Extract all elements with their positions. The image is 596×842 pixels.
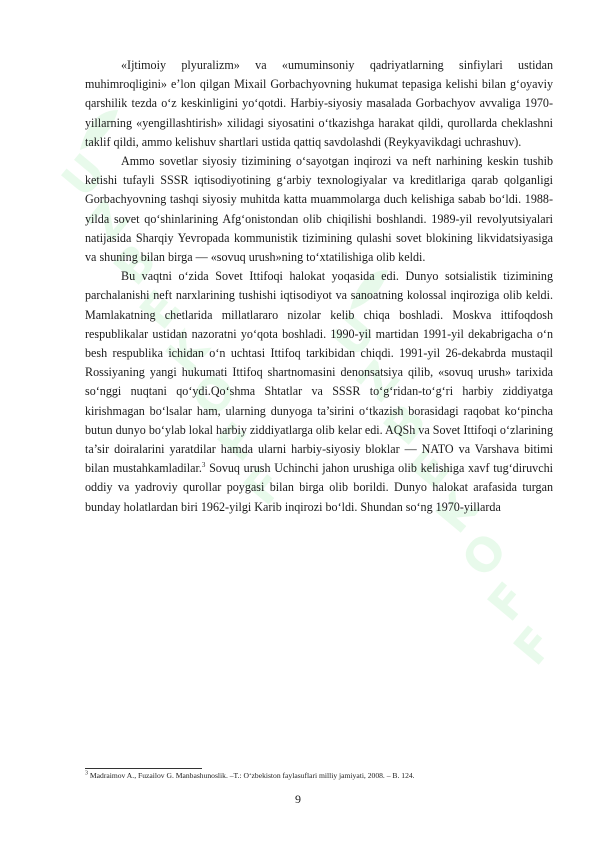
- paragraph-2: Ammo sovetlar siyosiy tizimining o‘sayotgan inqirozi va neft narhining keskin tushib ketishi tufayli SSSR iqtisodiyotining g‘arbiy texnologiyalar va kreditlariga qarab qolganligi Gorbachyovning tashqi siyosiy muhitda katta muammolarga duch kelishiga sabab bo‘ldi. 1988-yilda sovet qo‘shinlarining Afg‘onistondan olib chiqilishi boshlandi. 1989-yil revolyutsiyalari natijasida Sharqiy Yevropada kommunistik tizimining qulashi sovet blokining likvidatsiyasiga va shuning bilan birga — «sovuq urush»ning to‘xtatilishiga olib keldi.: [85, 154, 553, 265]
- paragraph-3: [85, 267, 553, 517]
- watermark-letter: F: [207, 412, 269, 472]
- paragraph-3-text: Bu vaqtni o‘zida Sovet Ittifoqi halokat yoqasida edi. Dunyo sotsialistik tizimining parchalanishi neft narxlarining tushishi iqtisodiyot va sanoatning kolossal inqiroziga olib keldi. Mamlakatning chetlarida millatlararo nizolar kelib chiqa boshladi. Moskva ittifoqdosh respublikalar ustidan nazoratni yo‘qota boshladi. 1990-yil martidan 1991-yil dekabrigacha o‘n besh respublika ichidan o‘n uchtasi Ittifoq tarkibidan chiqdi. 1991-yil 26-dekabrda mustaqil Rossiyaning yangi hukumati Ittifoq shartnomasini denonsatsiya qilib, «sovuq urush» tarixida so‘nggi nuqtani qo‘ydi.Qo‘shma Shtatlar va SSSR to‘g‘ridan-to‘g‘ri harbiy ziddiyatga kirishmagan bo‘lsalar ham, ularning dunyoga ta’sirini o‘tkazish borasidagi raqobat ko‘pincha butun dunyo bo‘ylab lokal harbiy ziddiyatlarga olib kelar edi. AQSh va Sovet Ittifoqi o‘zlarining ta’sir doiralarini yaratdilar hamda ularni harbiy-siyosiy bloklar — NATO va Varshava bitimi bilan mustahkamladilar.: [85, 269, 553, 476]
- watermark-letter: F: [477, 572, 539, 632]
- watermark-letter: Z: [347, 350, 410, 412]
- footnote-mark: 3: [85, 770, 88, 777]
- footnote-reference[interactable]: 3: [201, 461, 206, 470]
- paragraph-1: «Ijtimoiy plyuralizm» va «umuminsoniy qadriyatlarning sinfiylari ustidan muhimroqligini» e’lon qilgan Mixail Gorbachyovning hukumat tepasiga kelishi bilan g‘oyaviy qarshilik tezda o‘z keskinligini yo‘qotdi. Harbiy-siyosiy masalada Gorbachyov avvaliga 1970-yillarning «yengillashtirish» xilidagi siyosatini o‘tkazishga harakat qildi, qurollarda cheklashni taklif qildi, ammo kelishuv shartlari ustida qattiq savdolashdi (Reykyavikdagi uchrashuv).: [85, 58, 553, 149]
- watermark-letter: O: [451, 522, 518, 588]
- watermark-letter: U: [51, 143, 117, 208]
- paragraph-3-continuation: Sovuq urush Uchinchi jahon urushiga olib kelishiga xavf tug‘diruvchi oddiy va yadroviy qurollar poygasi bilan birga olib borildi. Dunyo halokat arafasida turgan bunday holatlardan biri 1962-yilgi Karib inqirozi bo‘ldi. Shundan so‘ng 1970-yillarda: [85, 461, 553, 514]
- watermark-letter: K: [425, 481, 490, 544]
- watermark-letter: E: [399, 440, 461, 500]
- watermark-letter: E: [129, 280, 191, 340]
- watermark-letter: F: [503, 616, 565, 676]
- watermark-letter: B: [103, 233, 167, 296]
- page-number: 9: [295, 792, 301, 806]
- watermark-letter: O: [181, 362, 248, 428]
- watermark-letter: U: [321, 303, 387, 368]
- watermark-letter: Z: [77, 190, 140, 252]
- watermark-letter: K: [155, 321, 220, 384]
- footnote-separator: [85, 768, 202, 769]
- watermark-letter: F: [233, 456, 295, 516]
- page-body: [85, 56, 553, 517]
- watermark-letter: B: [373, 393, 437, 456]
- footnote: [85, 771, 553, 781]
- footnote-text: Madraimov A., Fuzailov G. Manbashunoslik. –T.: O‘zbekiston faylasuflari milliy jamiyati, 2008. – B. 124.: [88, 771, 415, 780]
